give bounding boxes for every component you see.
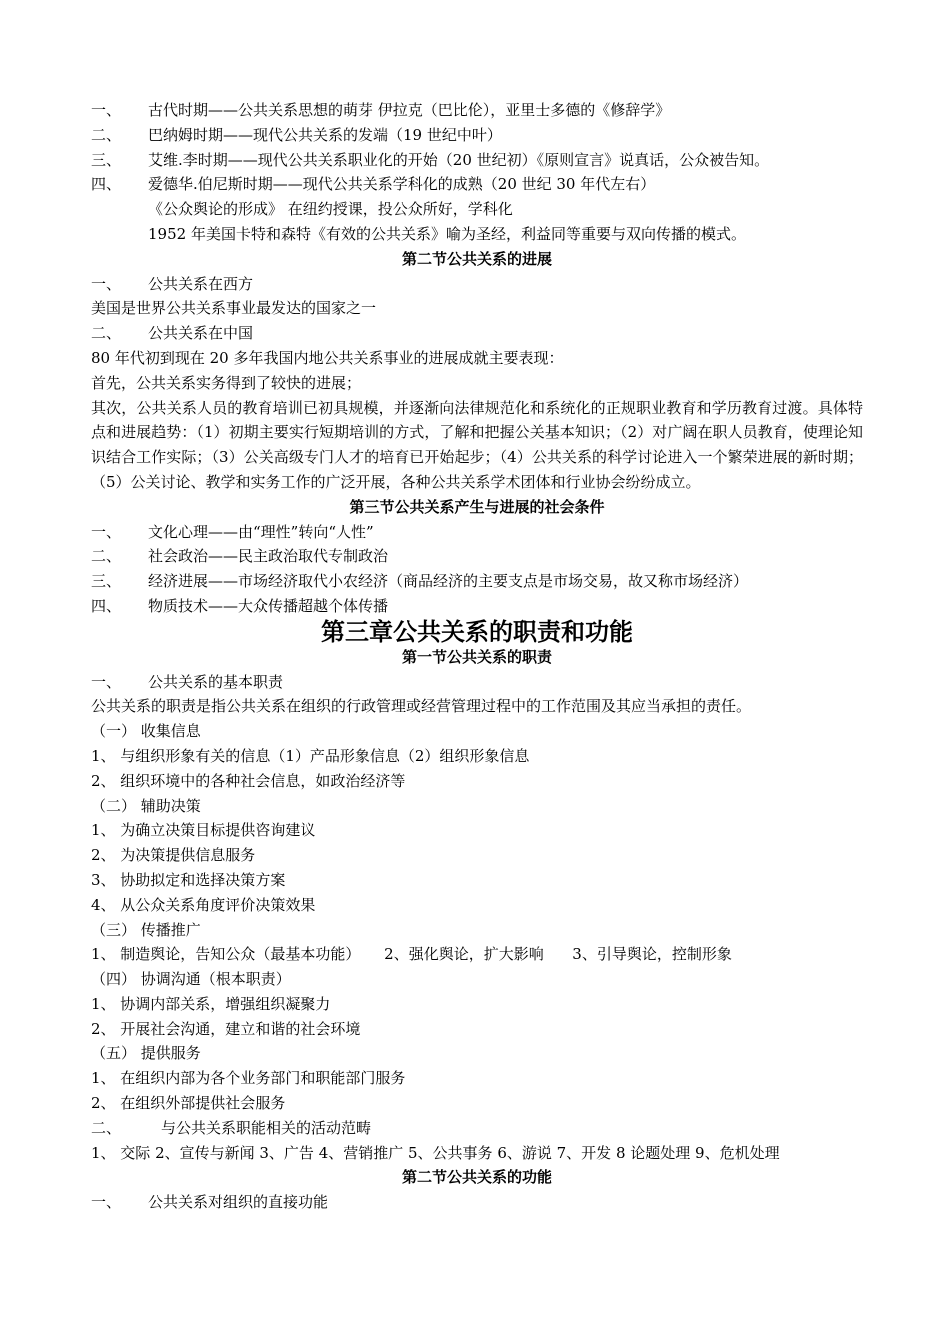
paragraph: 其次，公共关系人员的教育培训已初具规模，并逐渐向法律规范化和系统化的正规职业教育和学历教育过渡。具体特点和进展趋势：（1）初期主要实行短期培训的方式，了解和把握公关基本知识；（2）对广阔在职人员教育，使理论知识结合工作实际；（3）公关高级专门人才的培育已开始起步；（4）公共关系的科学讨论进入一个繁荣进展的新时期；（5）公关讨论、教学和实务工作的广泛开展，各种公共关系学术团体和行业协会纷纷成立。 xyxy=(91,398,863,491)
history-note: 1952 年美国卡特和森特《有效的公共关系》喻为圣经，利益同等重要与双向传播的模式。 xyxy=(148,224,746,243)
section-title: 第二节公共关系的进展 xyxy=(401,249,552,268)
group-heading: （二） 辅助决策 xyxy=(91,796,201,815)
group-heading: （一） 收集信息 xyxy=(91,722,201,741)
list-item: 二、 巴纳姆时期——现代公共关系的发端（19 世纪中叶） xyxy=(91,125,502,144)
list-item: 三、 艾维.李时期——现代公共关系职业化的开始（20 世纪初）《原则宣言》说真话，公众被告知。 xyxy=(91,150,770,169)
paragraph-line: 首先，公共关系实务得到了较快的进展； xyxy=(91,373,362,392)
list-item: 4、 从公众关系角度评价决策效果 xyxy=(91,895,316,914)
list-item: 1、 制造舆论，告知公众（最基本功能） 2、强化舆论，扩大影响 3、引导舆论，控制形象 xyxy=(91,945,732,964)
chapter-title: 第三章公共关系的职责和功能 xyxy=(321,616,633,646)
list-item: 四、 物质技术——大众传播超越个体传播 xyxy=(91,596,389,615)
list-item: 1、 为确立决策目标提供咨询建议 xyxy=(91,821,316,840)
list-item: 1、 在组织内部为各个业务部门和职能部门服务 xyxy=(91,1069,406,1088)
list-item: 1、 与组织形象有关的信息（1）产品形象信息（2）组织形象信息 xyxy=(91,746,530,765)
list-item: 三、 经济进展——市场经济取代小农经济（商品经济的主要支点是市场交易，故又称市场经济） xyxy=(91,572,749,591)
list-item: 一、 古代时期——公共关系思想的萌芽 伊拉克（巴比伦），亚里士多德的《修辞学》 xyxy=(91,101,671,119)
list-item: 一、 文化心理——由“理性”转向“人性” xyxy=(91,522,374,541)
paragraph-line: 美国是世界公共关系事业最发达的国家之一 xyxy=(91,299,377,318)
document-page xyxy=(91,98,863,1215)
group-heading: （四） 协调沟通（根本职责） xyxy=(91,970,291,989)
list-item: 3、 协助拟定和选择决策方案 xyxy=(91,870,286,889)
list-item: 二、 公共关系在中国 xyxy=(91,324,254,343)
list-item: 二、 与公共关系职能相关的活动范畴 xyxy=(91,1118,372,1137)
list-item: 一、 公共关系对组织的直接功能 xyxy=(91,1193,329,1212)
section-title: 第一节公共关系的职责 xyxy=(401,647,552,666)
list-item: 2、 在组织外部提供社会服务 xyxy=(91,1094,286,1113)
group-heading: （三） 传播推广 xyxy=(91,920,201,939)
list-item: 2、 开展社会沟通，建立和谐的社会环境 xyxy=(91,1019,361,1038)
section-title: 第三节公共关系产生与进展的社会条件 xyxy=(349,497,605,516)
list-item: 四、 爱德华.伯尼斯时期——现代公共关系学科化的成熟（20 世纪 30 年代左右） xyxy=(91,175,656,194)
list-item: 1、 协调内部关系，增强组织凝聚力 xyxy=(91,994,331,1013)
paragraph-line: 80 年代初到现在 20 多年我国内地公共关系事业的进展成就主要表现： xyxy=(91,348,564,367)
list-item: 2、 为决策提供信息服务 xyxy=(91,846,256,865)
list-item: 1、 交际 2、宣传与新闻 3、广告 4、营销推广 5、公共事务 6、游说 7、开发 8 论题处理 9、危机处理 xyxy=(91,1143,780,1162)
paragraph-line: 公共关系的职责是指公共关系在组织的行政管理或经营管理过程中的工作范围及其应当承担的责任。 xyxy=(91,697,752,716)
list-item: 一、 公共关系在西方 xyxy=(91,274,254,293)
list-item: 2、 组织环境中的各种社会信息，如政治经济等 xyxy=(91,771,406,790)
list-item: 一、 公共关系的基本职责 xyxy=(91,672,284,691)
list-item: 二、 社会政治——民主政治取代专制政治 xyxy=(91,547,389,566)
group-heading: （五） 提供服务 xyxy=(91,1044,201,1063)
history-note: 《公众舆论的形成》 在纽约授课，投公众所好，学科化 xyxy=(148,200,513,219)
section-title: 第二节公共关系的功能 xyxy=(401,1168,552,1187)
